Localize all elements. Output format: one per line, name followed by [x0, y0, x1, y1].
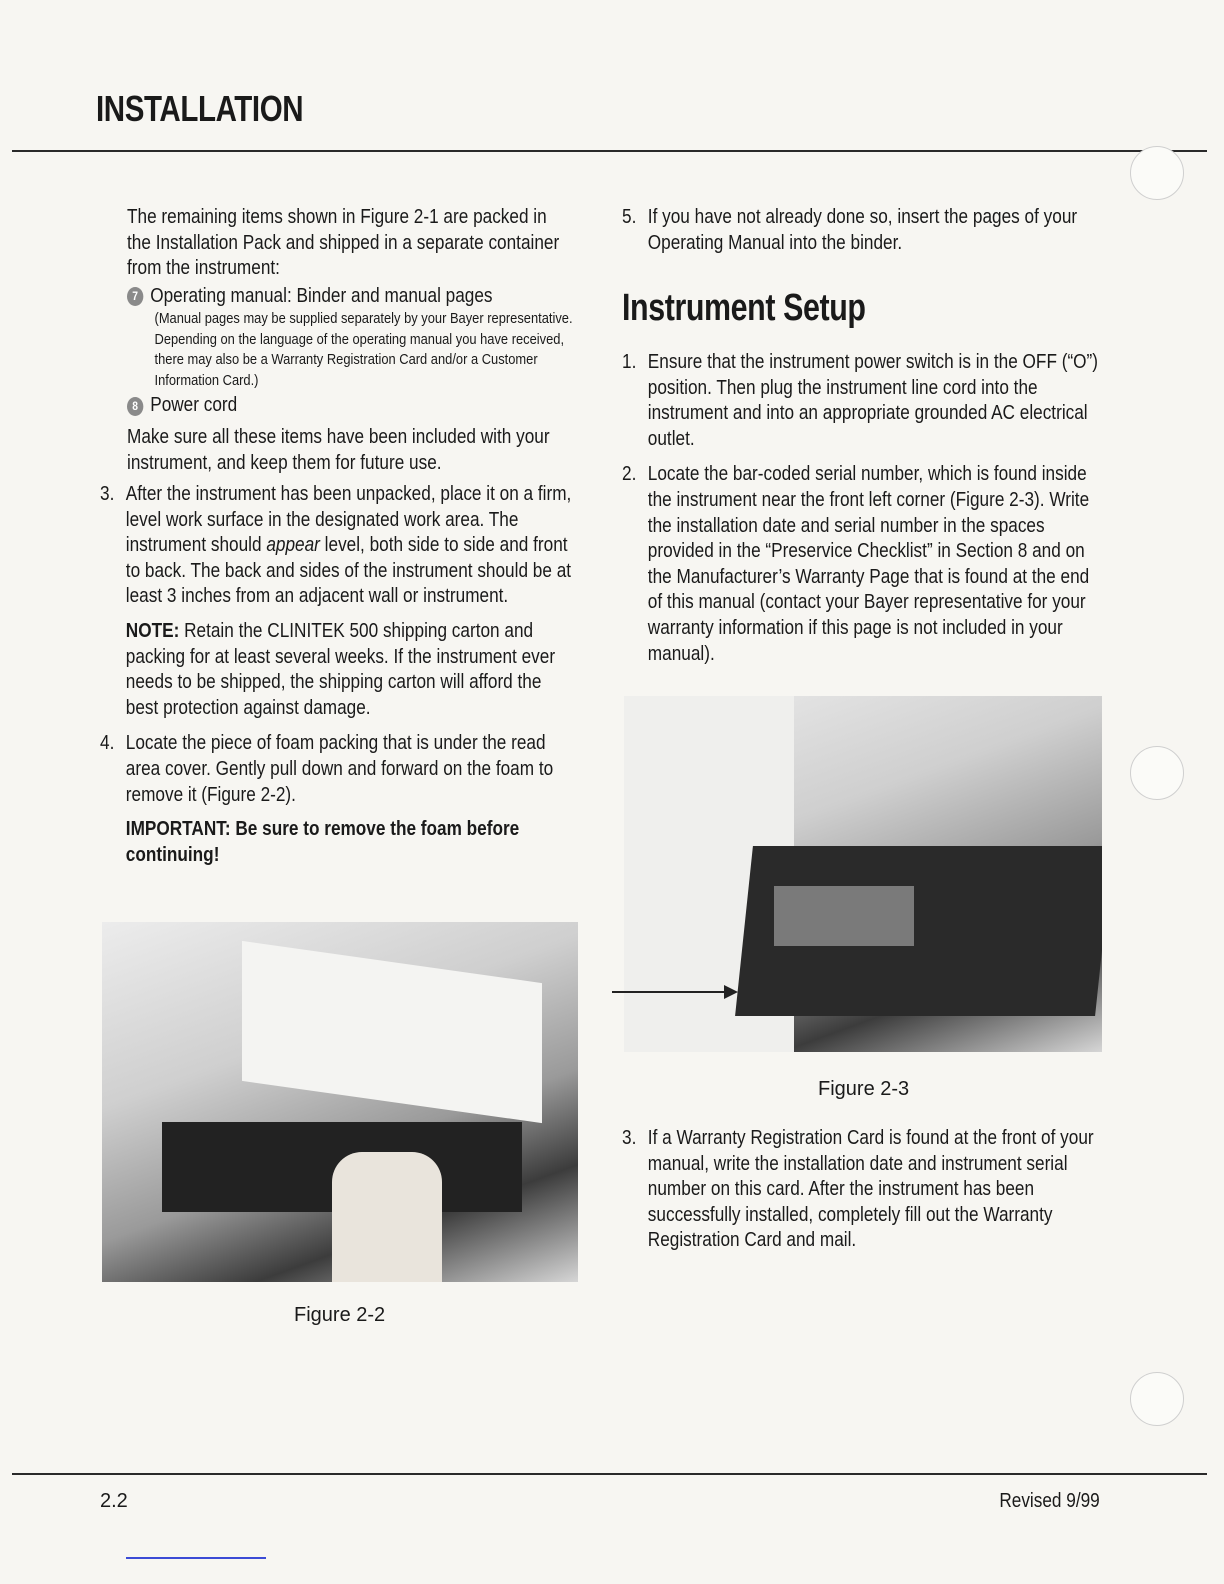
step-number: 1. [622, 351, 637, 373]
item-label: Operating manual: Binder and manual pages [150, 284, 493, 307]
step-3-right [622, 1126, 1101, 1254]
emphasis: appear [266, 534, 320, 557]
binder-hole [1130, 1372, 1184, 1426]
step-4 [100, 731, 574, 868]
left-column [127, 205, 575, 476]
right-step-3-block [622, 1126, 1102, 1254]
figure-caption: Figure 2-3 [818, 1078, 910, 1100]
step-number: 3. [100, 483, 115, 505]
note-text: Retain the CLINITEK 500 shipping carton and packing for at least several weeks. If the instrument ever needs to be shipped, the shipping carton will afford the best protection against damage. [125, 619, 556, 719]
step-text: If you have not already done so, insert the pages of your Operating Manual into the binder. [647, 206, 1078, 254]
step-text: Ensure that the instrument power switch is in the OFF (“O”) position. Then plug the instrument line cord into the instrument and into an appropriate grounded AC electrical outlet. [647, 351, 1099, 450]
right-steps [622, 350, 1102, 667]
binder-hole [1130, 146, 1184, 200]
item-number-badge: 7 [127, 287, 143, 306]
footer-rule [12, 1473, 1207, 1475]
item-note: (Manual pages may be supplied separately by your Bayer representative. Depending on the language of the operating manual you have received, there may also be a Warranty Registration Card and/or a Customer Information Card.) [154, 310, 573, 389]
section-heading: Instrument Setup [622, 287, 866, 329]
item-label: Power cord [150, 394, 238, 417]
note-paragraph [126, 619, 574, 721]
pointer-arrow-line [612, 991, 730, 993]
scan-artifact-line [126, 1557, 266, 1559]
step-number: 4. [100, 732, 115, 755]
intro-paragraph: The remaining items shown in Figure 2-1 are packed in the Installation Pack and shipped in a separate container from the instrument: [127, 206, 560, 280]
step-text: Locate the bar-coded serial number, which is found inside the instrument near the front left corner (Figure 2-3). Write the installation date and serial number in the spaces provided in the “Preservice Checklist” in Section 8 and on the Manufacturer’s Warranty Page that is found at the end of this manual (contact your Bayer representative for your warranty information if this page is not included in your manual). [647, 463, 1090, 665]
note-label: NOTE: [125, 619, 180, 642]
step-text: Locate the piece of foam packing that is under the read area cover. Gently pull down and forward on the foam to remove it (Figure 2-2). [125, 732, 554, 806]
figure-caption: Figure 2-2 [294, 1304, 386, 1326]
page-title: INSTALLATION [96, 88, 304, 129]
step-3 [100, 482, 574, 721]
step-5 [622, 205, 1101, 256]
step-number: 5. [622, 206, 637, 228]
list-item-8 [127, 393, 574, 419]
pointer-arrow-icon [724, 985, 738, 999]
step-1 [622, 350, 1101, 452]
step-text: level, both side to side and front to back. The back and sides of the instrument should be at least 3 inches from an adjacent wall or instrument. [125, 534, 572, 608]
step-number: 3. [622, 1127, 637, 1149]
item-number-badge: 8 [127, 397, 143, 416]
right-column [622, 205, 1102, 256]
figure-2-3-photo [624, 696, 1102, 1052]
revision-date: Revised 9/99 [999, 1490, 1100, 1512]
left-steps [100, 482, 575, 868]
header-rule [12, 150, 1207, 152]
list-item-7 [127, 284, 574, 310]
step-text: If a Warranty Registration Card is found at the front of your manual, write the installation date and instrument serial number on this card. After the instrument has been successfully installed, completely fill out the Warranty Registration Card and mail. [647, 1127, 1094, 1252]
step-number: 2. [622, 463, 637, 486]
important-note: IMPORTANT: Be sure to remove the foam before continuing! [125, 818, 520, 866]
binder-hole [1130, 746, 1184, 800]
figure-2-2-photo [102, 922, 578, 1282]
page-number: 2.2 [100, 1490, 128, 1512]
step-2 [622, 462, 1101, 667]
step-text: After the instrument has been unpacked, place it on a firm, level work surface in the designated work area. The instrument should [125, 483, 572, 557]
make-sure-paragraph: Make sure all these items have been included with your instrument, and keep them for future use. [127, 425, 550, 474]
